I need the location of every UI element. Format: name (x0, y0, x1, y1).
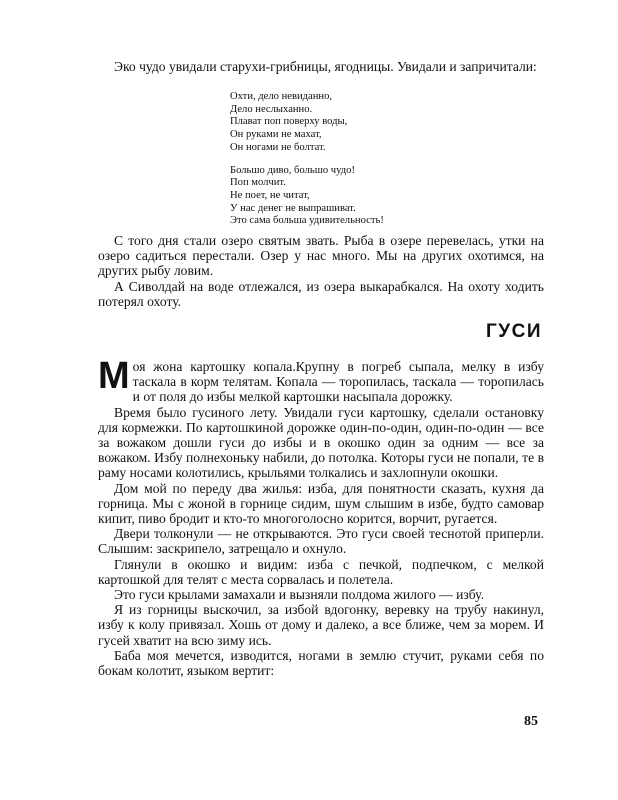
tail-paragraph: А Сиволдай на воде отлежался, из озера выкарабкался. На охоту ходить потерял охоту. (98, 278, 544, 309)
story-paragraph: Время было гусиного лету. Увидали гуси картошку, сделали остановку для кормежки. По картошкиной дорожке один-по-один, один-по-один — все за вожаком дошли гуси до избы и в окошко один за одним — все за вожаком. Избу полнехоньку набили, до потолка. Которы гуси не попали, те в раму носами колотились, крыльями толкались и захлопнули окошки. (98, 404, 544, 481)
verse-line: Он руками не махат, (230, 129, 322, 141)
verse-line: Это сама больша удивительность! (230, 215, 384, 227)
verse-stanza-1 (230, 91, 480, 155)
verse-stanza-2 (230, 165, 480, 229)
tail-paragraph: С того дня стали озеро святым звать. Рыба в озере перевелась, утки на озеро садиться перестали. Озер у нас много. Мы на других охотимся, на других рыбу ловим. (98, 233, 544, 279)
verse-line: У нас денег не выпрашиват. (230, 202, 356, 214)
story-paragraph: Это гуси крылами замахали и вызняли полдома жилого — избу. (114, 587, 485, 603)
verse-line: Дело неслыханно. (230, 103, 313, 115)
story-paragraph: Двери толконули — не открываются. Это гуси своей теснотой приперли. Слышим: заскрипело, затрещало и охнуло. (98, 526, 544, 557)
story-paragraph: Дом мой по переду два жилья: изба, для понятности сказать, кухня да горница. Мы с жоной в горнице сидим, шум слышим в избе, будто самовар кипит, пиво бродит и кто-то многоголосно корится, ворчит, ругается. (98, 480, 544, 527)
verse-line: Большо диво, большо чудо! (230, 164, 355, 176)
verse-line: Поп молчит. (230, 177, 286, 189)
verse-line: Охти, дело невиданно, (230, 91, 333, 102)
intro-block (98, 59, 544, 74)
story-paragraph: Баба моя мечется, изводится, ногами в землю стучит, руками себя по бокам колотит, языком вертит: (98, 647, 544, 679)
verse-line: Не поет, не читат, (230, 189, 310, 201)
story-first-paragraph (98, 355, 544, 405)
verse-line: Плават поп поверху воды, (230, 116, 348, 128)
verse-block (230, 91, 480, 228)
first-paragraph-text: оя жона картошку копала.Крупну в погреб сыпала, мелку в избу таскала в корм телятам. Копала — торопилась, таскала — торопилась и от поля до избы мелкой картошки насыпала дорожку. (132, 359, 544, 405)
tail-block (98, 233, 544, 309)
intro-paragraph: Эко чудо увидали старухи-грибницы, ягодницы. Увидали и запричитали: (114, 59, 537, 74)
page-number: 85 (524, 714, 538, 729)
story-body (98, 355, 544, 679)
verse-line: Он ногами не болтат. (230, 141, 326, 153)
story-paragraph: Я из горницы выскочил, за избой вдогонку, веревку на трубу накинул, избу к колу привязал. Хошь от дому и далеко, а все ближе, чем за морем. И гусей хватит на всю зиму ись. (98, 602, 544, 648)
story-paragraph: Глянули в окошко и видим: изба с печкой, подпечком, с мелкой картошкой для телят с места сорвалась и полетела. (98, 556, 544, 587)
story-title: ГУСИ (486, 321, 542, 342)
drop-cap: М (98, 355, 130, 397)
